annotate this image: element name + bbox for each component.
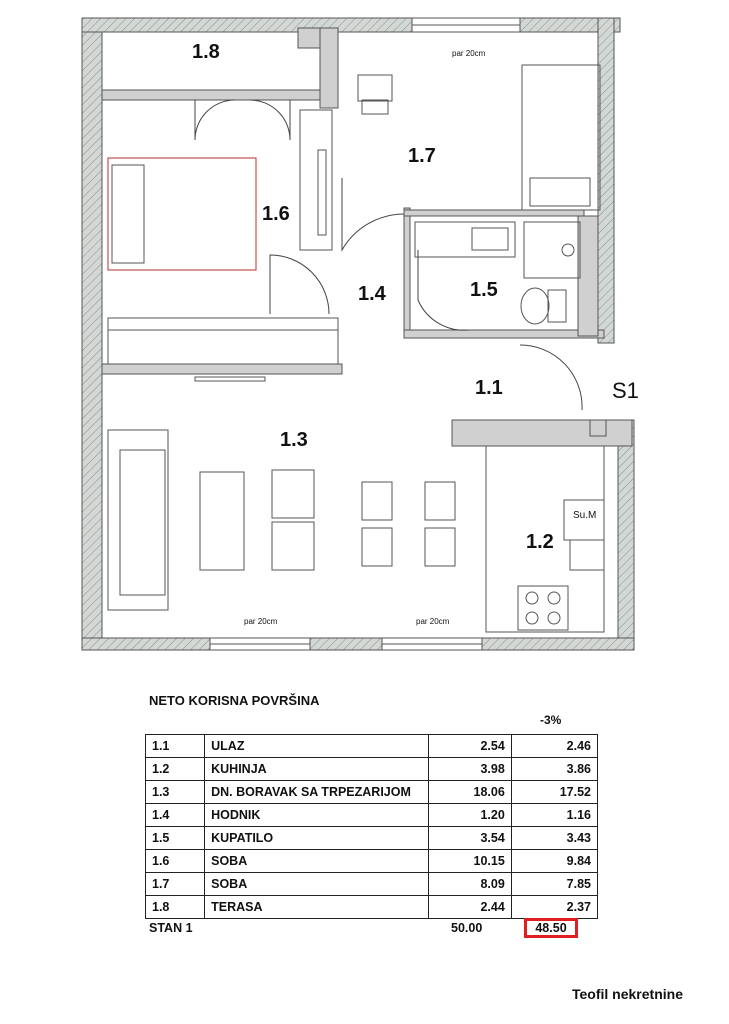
row-number: 1.2 [146, 758, 205, 781]
room-label-1-1: 1.1 [475, 377, 503, 399]
row-name: KUHINJA [205, 758, 428, 781]
table-title: NETO KORISNA POVRŠINA [149, 693, 320, 708]
room-label-1-2: 1.2 [526, 531, 554, 553]
reduction-header: -3% [540, 713, 562, 727]
row-reduced: 2.37 [511, 896, 597, 919]
room-label-1-7: 1.7 [408, 145, 436, 167]
row-number: 1.7 [146, 873, 205, 896]
row-name: KUPATILO [205, 827, 428, 850]
table-row [146, 781, 598, 804]
row-reduced: 2.46 [511, 735, 597, 758]
row-number: 1.8 [146, 896, 205, 919]
table-row [146, 804, 598, 827]
row-reduced: 3.86 [511, 758, 597, 781]
row-number: 1.3 [146, 781, 205, 804]
total-reduced-highlight: 48.50 [524, 918, 578, 938]
room-label-1-6: 1.6 [262, 203, 290, 225]
table-row [146, 850, 598, 873]
washer-label: Su.M [573, 510, 597, 521]
row-number: 1.1 [146, 735, 205, 758]
row-name: DN. BORAVAK SA TRPEZARIJOM [205, 781, 428, 804]
row-area: 1.20 [428, 804, 511, 827]
table-row [146, 873, 598, 896]
window-label-right: par 20cm [416, 617, 450, 626]
window-label-top: par 20cm [452, 49, 486, 58]
row-reduced: 17.52 [511, 781, 597, 804]
room-label-1-5: 1.5 [470, 279, 498, 301]
row-reduced: 7.85 [511, 873, 597, 896]
total-label: STAN 1 [149, 921, 193, 935]
row-name: SOBA [205, 850, 428, 873]
row-reduced: 3.43 [511, 827, 597, 850]
table-row [146, 827, 598, 850]
table-row [146, 896, 598, 919]
row-area: 2.54 [428, 735, 511, 758]
row-name: HODNIK [205, 804, 428, 827]
row-number: 1.6 [146, 850, 205, 873]
row-number: 1.5 [146, 827, 205, 850]
row-area: 18.06 [428, 781, 511, 804]
row-number: 1.4 [146, 804, 205, 827]
row-area: 3.98 [428, 758, 511, 781]
total-area: 50.00 [451, 921, 483, 935]
row-reduced: 9.84 [511, 850, 597, 873]
row-area: 8.09 [428, 873, 511, 896]
table-row [146, 758, 598, 781]
room-label-1-4: 1.4 [358, 283, 386, 305]
row-reduced: 1.16 [511, 804, 597, 827]
unit-label: S1 [612, 378, 639, 403]
row-name: TERASA [205, 896, 428, 919]
row-area: 10.15 [428, 850, 511, 873]
row-name: ULAZ [205, 735, 428, 758]
interior-walls [102, 28, 632, 446]
row-area: 2.44 [428, 896, 511, 919]
row-area: 3.54 [428, 827, 511, 850]
table-row [146, 735, 598, 758]
credit-text: Teofil nekretnine [572, 986, 683, 1002]
room-label-1-8: 1.8 [192, 41, 220, 63]
room-label-1-3: 1.3 [280, 429, 308, 451]
area-table [145, 734, 598, 919]
row-name: SOBA [205, 873, 428, 896]
window-label-left: par 20cm [244, 617, 278, 626]
